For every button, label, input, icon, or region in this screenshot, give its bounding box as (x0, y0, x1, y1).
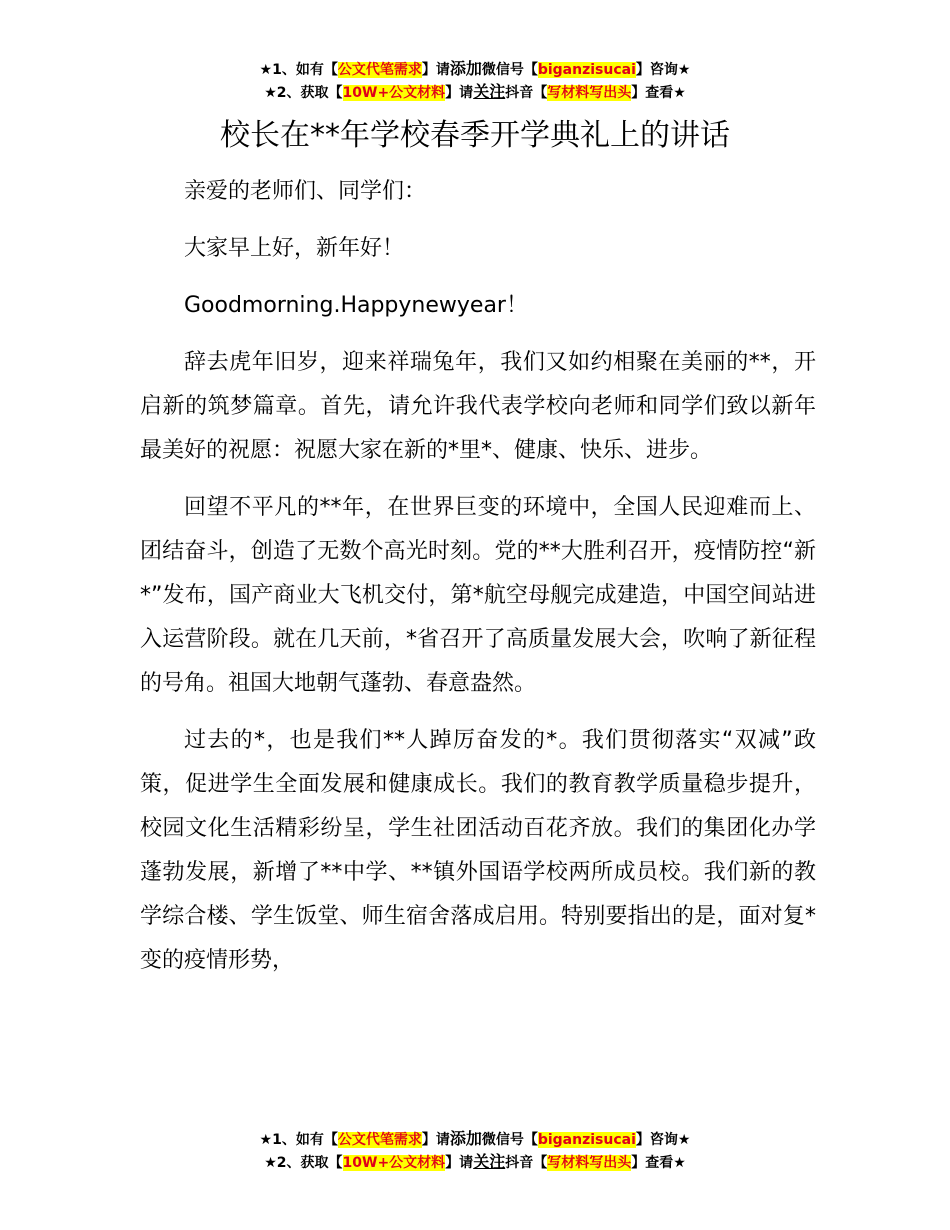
banner-verb: 关注 (473, 1152, 506, 1171)
highlight-tag: biganzisucai (537, 1132, 636, 1148)
banner-text: ★1、如有【 (259, 62, 338, 78)
banner-text: ★2、获取【 (264, 1155, 343, 1171)
banner-text: ★1、如有【 (259, 1132, 338, 1148)
banner-verb: 添加 (449, 59, 482, 78)
banner-text: 微信号【 (481, 1132, 538, 1148)
banner-line-2 (0, 81, 950, 104)
paragraph: 亲爱的老师们、同学们： (184, 179, 427, 204)
document-body (140, 170, 816, 996)
banner-text: 】查看★ (631, 1155, 686, 1171)
banner-verb: 添加 (449, 1129, 482, 1148)
paragraph: 回望不平凡的**年，在世界巨变的环境中，全国人民迎难而上、团结奋斗，创造了无数个高光时刻。党的**大胜利召开，疫情防控“新*”发布，国产商业大飞机交付，第*航空母舰完成建造，中国空间站进入运营阶段。就在几天前，*省召开了高质量发展大会，吹响了新征程的号角。祖国大地朝气蓬勃、春意盎然。 (140, 495, 816, 696)
banner-text: 微信号【 (481, 62, 538, 78)
banner-text: 】咨询★ (635, 1132, 691, 1148)
header-banner (0, 58, 950, 104)
banner-text: 】请 (445, 1155, 474, 1171)
highlight-tag: biganzisucai (537, 62, 636, 78)
highlight-tag: 写材料写出头 (547, 85, 632, 101)
highlight-tag: 公文代笔需求 (337, 1132, 422, 1148)
paragraph: 大家早上好，新年好！ (184, 236, 405, 261)
highlight-tag: 公文代笔需求 (337, 62, 422, 78)
banner-text: 】请 (445, 85, 474, 101)
banner-line-1 (0, 1128, 950, 1151)
banner-line-2 (0, 1151, 950, 1174)
banner-text: 抖音【 (505, 1155, 548, 1171)
paragraph: 过去的*，也是我们**人踔厉奋发的*。我们贯彻落实“双减”政策，促进学生全面发展和健康成长。我们的教育教学质量稳步提升，校园文化生活精彩纷呈，学生社团活动百花齐放。我们的集团化办学蓬勃发展，新增了**中学、**镇外国语学校两所成员校。我们新的教学综合楼、学生饭堂、师生宿舍落成启用。特别要指出的是，面对复*变的疫情形势， (140, 728, 816, 973)
paragraph: 辞去虎年旧岁，迎来祥瑞兔年，我们又如约相聚在美丽的**，开启新的筑梦篇章。首先，请允许我代表学校向老师和同学们致以新年最美好的祝愿：祝愿大家在新的*里*、健康、快乐、进步。 (140, 350, 816, 463)
banner-text: 】查看★ (631, 85, 686, 101)
banner-text: 】咨询★ (635, 62, 691, 78)
document-title: 校长在**年学校春季开学典礼上的讲话 (220, 118, 730, 153)
highlight-tag: 写材料写出头 (547, 1155, 632, 1171)
banner-text: 】请 (421, 1132, 450, 1148)
highlight-tag: 10W+公文材料 (342, 85, 446, 101)
banner-verb: 关注 (473, 82, 506, 101)
banner-line-1 (0, 58, 950, 81)
paragraph: Goodmorning.Happynewyear！ (184, 293, 528, 318)
footer-banner (0, 1128, 950, 1174)
banner-text: 】请 (421, 62, 450, 78)
banner-text: ★2、获取【 (264, 85, 343, 101)
highlight-tag: 10W+公文材料 (342, 1155, 446, 1171)
banner-text: 抖音【 (505, 85, 548, 101)
